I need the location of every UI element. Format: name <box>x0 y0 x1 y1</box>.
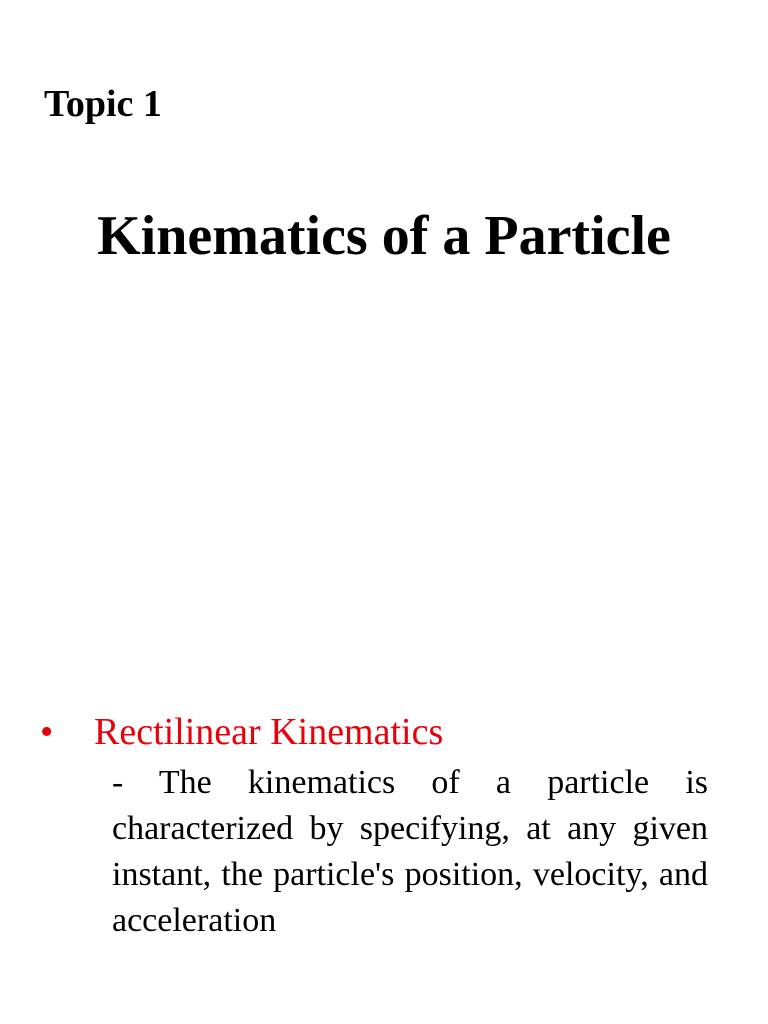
bullet-heading: Rectilinear Kinematics <box>94 711 444 753</box>
slide-title: Kinematics of a Particle <box>97 205 671 267</box>
bullet-description: - The kinematics of a particle is characterized by specifying, at any given instant, the particle's position, velocity, and acceleration <box>112 764 708 939</box>
topic-label: Topic 1 <box>44 83 162 125</box>
bullet-icon: • <box>40 711 54 753</box>
